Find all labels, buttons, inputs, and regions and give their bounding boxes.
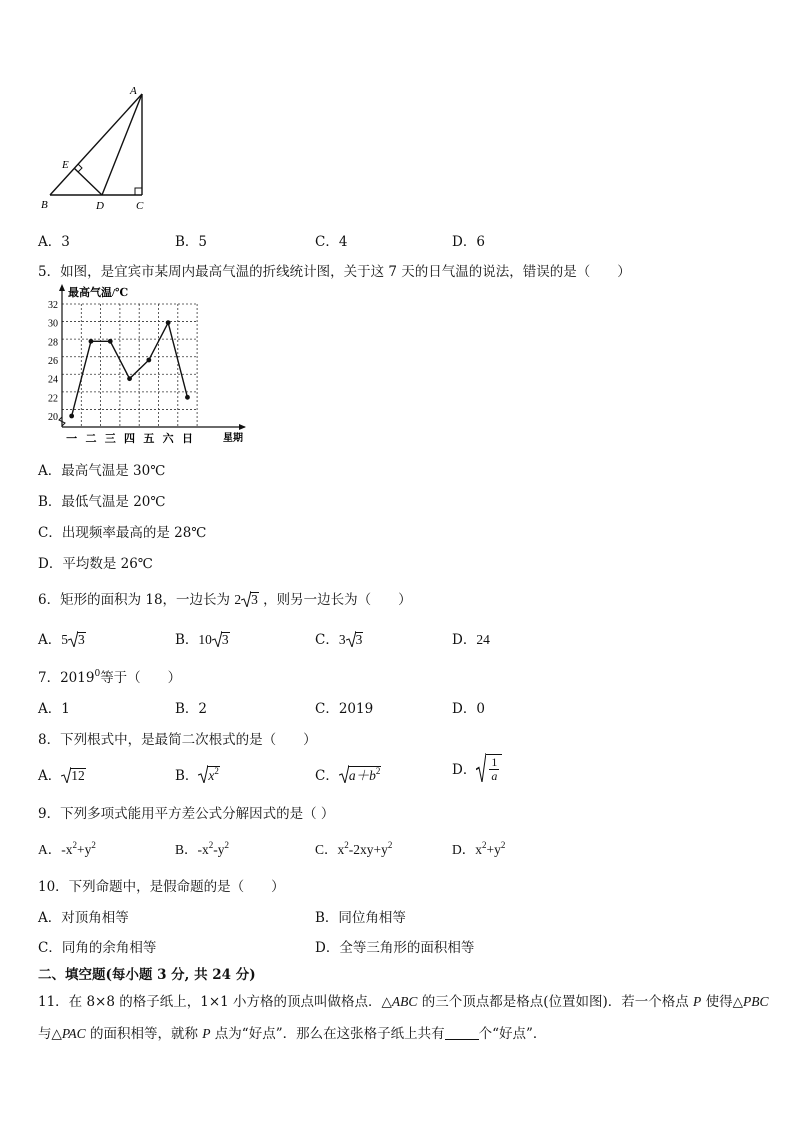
data-point <box>185 395 190 400</box>
label-A: A <box>130 85 137 97</box>
q6-stem <box>38 588 412 608</box>
q6-option-c[interactable]: C．3 3 <box>315 632 363 648</box>
q10-option-b[interactable]: B．同位角相等 <box>315 910 406 926</box>
y-tick-label: 26 <box>48 356 58 367</box>
q7-option-c[interactable]: C．2019 <box>315 701 374 717</box>
q11-answer-blank[interactable] <box>445 1027 479 1040</box>
label-C: C <box>136 200 144 212</box>
data-point <box>127 376 132 381</box>
y-tick-label: 24 <box>48 374 58 386</box>
q7-option-a[interactable]: A．1 <box>38 701 70 717</box>
y-tick-label: 20 <box>48 412 58 423</box>
x-tick-label: 二 <box>85 433 97 445</box>
y-tick-label: 32 <box>48 300 58 311</box>
q5-option-c[interactable]: C．出现频率最高的是 28℃ <box>38 525 207 541</box>
q5-option-b[interactable]: B．最低气温是 20℃ <box>38 494 166 510</box>
data-point <box>89 339 94 344</box>
x-tick-label: 六 <box>162 433 174 445</box>
data-point <box>146 358 151 363</box>
x-tick-label: 日 <box>181 433 193 445</box>
y-axis-title: 最高气温/℃ <box>68 287 129 299</box>
q11-line1: 11．在 8×8 的格子纸上，1×1 小方格的顶点叫做格点．△ABC 的三个顶点都是格点(位置如图)．若一个格点 P 使得△PBC <box>38 994 769 1010</box>
q9-option-b[interactable]: B．$-x^2-y^2$ <box>175 840 230 857</box>
q7-option-d[interactable]: D．0 <box>452 701 485 717</box>
data-point <box>108 339 113 344</box>
y-axis-arrow <box>59 284 65 291</box>
q6-option-b[interactable]: B．10 3 <box>175 632 229 648</box>
q7-stem: 7．2019$^0$等于（ ） <box>38 669 182 686</box>
q6-stem-pre: 6．矩形的面积为 18，一边长为 <box>38 592 231 608</box>
y-tick-label: 28 <box>48 337 58 349</box>
q8-option-b[interactable]: B． $x^2$ <box>175 766 219 784</box>
section-title-fill-in: 二、填空题(每小题 3 分, 共 24 分) <box>38 967 256 983</box>
q9-option-c[interactable]: C．$x^2-2xy+y^2$ <box>315 840 393 857</box>
x-axis-title: 星期 <box>223 433 243 444</box>
q6-option-d[interactable]: D．24 <box>452 632 490 648</box>
y-tick-label: 30 <box>48 318 58 330</box>
q4-option-a[interactable]: A．3 <box>38 234 70 250</box>
q6-stem-sqrt: 3 <box>241 592 259 608</box>
q9-option-d[interactable]: D．$x^2+y^2$ <box>452 840 506 857</box>
label-B: B <box>41 199 48 211</box>
q9-option-a[interactable]: A．$-x^2+y^2$ <box>38 840 96 857</box>
x-tick-label: 三 <box>104 433 116 445</box>
triangle-figure <box>38 82 158 214</box>
q11-line2: 与△PAC 的面积相等，就称 P 点为“好点”．那么在这张格子纸上共有 个“好点”． <box>38 1026 547 1042</box>
q10-option-d[interactable]: D．全等三角形的面积相等 <box>315 940 475 956</box>
q6-option-a[interactable]: A．5 3 <box>38 632 85 648</box>
q10-option-a[interactable]: A．对顶角相等 <box>38 910 129 926</box>
q5-option-a[interactable]: A．最高气温是 30℃ <box>38 463 166 479</box>
x-tick-label: 五 <box>143 433 155 445</box>
y-tick-label: 22 <box>48 393 58 405</box>
q6-stem-coef: 2 <box>234 592 242 607</box>
q4-option-c[interactable]: C．4 <box>315 234 348 250</box>
data-point <box>69 414 74 419</box>
q8-option-c[interactable]: C． $a+b^2$ <box>315 766 381 784</box>
data-point <box>166 320 171 325</box>
q7-option-b[interactable]: B．2 <box>175 701 208 717</box>
temperature-line-chart <box>40 282 255 454</box>
series-line <box>72 323 188 416</box>
x-axis-arrow <box>239 424 246 430</box>
q5-option-d[interactable]: D．平均数是 26℃ <box>38 556 153 572</box>
q5-stem: 5．如图，是宜宾市某周内最高气温的折线统计图，关于这 7 天的日气温的说法，错误的是（ ） <box>38 264 631 280</box>
q8-option-d[interactable]: D． $\frac{1}{a}$ <box>452 754 502 783</box>
q8-stem: 8．下列根式中，是最简二次根式的是（ ） <box>38 732 317 748</box>
x-tick-label: 一 <box>66 433 78 445</box>
label-D: D <box>96 200 104 212</box>
q4-option-d[interactable]: D．6 <box>452 234 485 250</box>
q9-stem: 9．下列多项式能用平方差公式分解因式的是（ ） <box>38 806 335 822</box>
q8-option-a[interactable]: A． 12 <box>38 768 85 784</box>
x-tick-label: 四 <box>124 433 136 445</box>
q6-stem-post: ，则另一边长为（ ） <box>263 592 412 608</box>
q10-stem: 10．下列命题中，是假命题的是（ ） <box>38 879 285 895</box>
label-E: E <box>62 159 69 171</box>
q4-option-b[interactable]: B．5 <box>175 234 208 250</box>
q10-option-c[interactable]: C．同角的余角相等 <box>38 940 157 956</box>
